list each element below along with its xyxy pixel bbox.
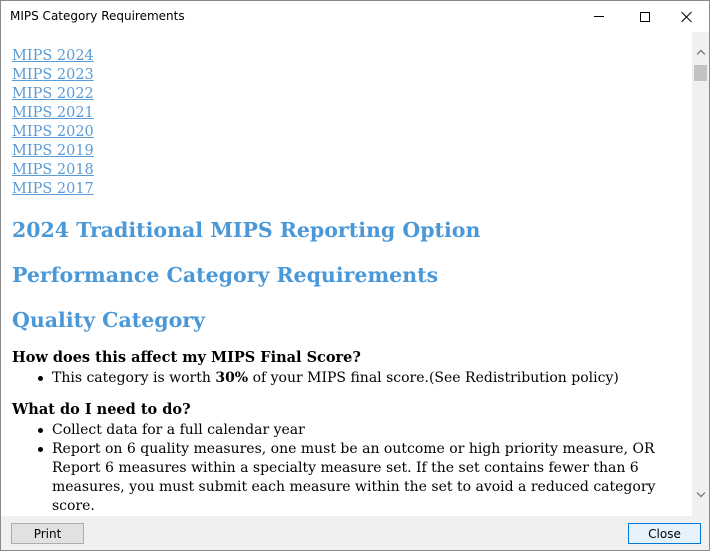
- print-button[interactable]: Print: [11, 523, 84, 544]
- year-link-2021[interactable]: MIPS 2021: [12, 105, 94, 121]
- maximize-icon: [640, 12, 650, 22]
- list-item: Report on 6 quality measures, one must be an outcome or high priority measure, OR Report 6 measures within a specialty measure set. If the set contains fewer than 6 measures, you must submit each measure within the set to avoid a reduced category score.: [12, 440, 682, 516]
- year-link-2023[interactable]: MIPS 2023: [12, 67, 94, 83]
- minimize-icon: [594, 16, 604, 17]
- list-item: Collect data for a full calendar year: [12, 421, 682, 440]
- scroll-up-button[interactable]: [692, 44, 709, 61]
- reporting-option-heading: 2024 Traditional MIPS Reporting Option: [12, 218, 481, 242]
- year-link-2022[interactable]: MIPS 2022: [12, 86, 94, 102]
- chevron-down-icon: [696, 489, 704, 497]
- year-link-2017[interactable]: MIPS 2017: [12, 181, 94, 197]
- maximize-button[interactable]: [622, 1, 668, 32]
- close-button[interactable]: Close: [628, 523, 701, 544]
- category-requirements-heading: Performance Category Requirements: [12, 263, 439, 287]
- todo-question: What do I need to do?: [12, 401, 191, 418]
- year-link-2020[interactable]: MIPS 2020: [12, 124, 94, 140]
- window-title: MIPS Category Requirements: [10, 9, 185, 23]
- close-icon: [681, 11, 693, 23]
- scroll-down-button[interactable]: [692, 486, 709, 503]
- score-percent: 30%: [215, 370, 249, 386]
- year-link-2018[interactable]: MIPS 2018: [12, 162, 94, 178]
- final-score-question: How does this affect my MIPS Final Score?: [12, 349, 361, 366]
- title-bar[interactable]: [1, 1, 709, 32]
- content-document: [2, 32, 692, 516]
- dialog-footer: [1, 516, 709, 550]
- vertical-scrollbar[interactable]: [692, 32, 709, 516]
- year-link-list: [12, 47, 692, 199]
- chevron-up-icon: [696, 50, 704, 58]
- minimize-button[interactable]: [576, 1, 622, 32]
- content-pane[interactable]: [2, 32, 692, 516]
- score-bullet-pre: This category is worth: [52, 370, 216, 386]
- window-close-button[interactable]: [664, 1, 710, 32]
- score-bullet-post: of your MIPS final score.(See Redistribution policy): [248, 370, 619, 386]
- year-link-2024[interactable]: MIPS 2024: [12, 48, 94, 64]
- list-item: [12, 369, 682, 388]
- year-link-2019[interactable]: MIPS 2019: [12, 143, 94, 159]
- todo-list: [12, 421, 692, 516]
- final-score-list: [12, 369, 692, 388]
- scrollbar-thumb[interactable]: [694, 65, 707, 81]
- quality-category-heading: Quality Category: [12, 308, 205, 332]
